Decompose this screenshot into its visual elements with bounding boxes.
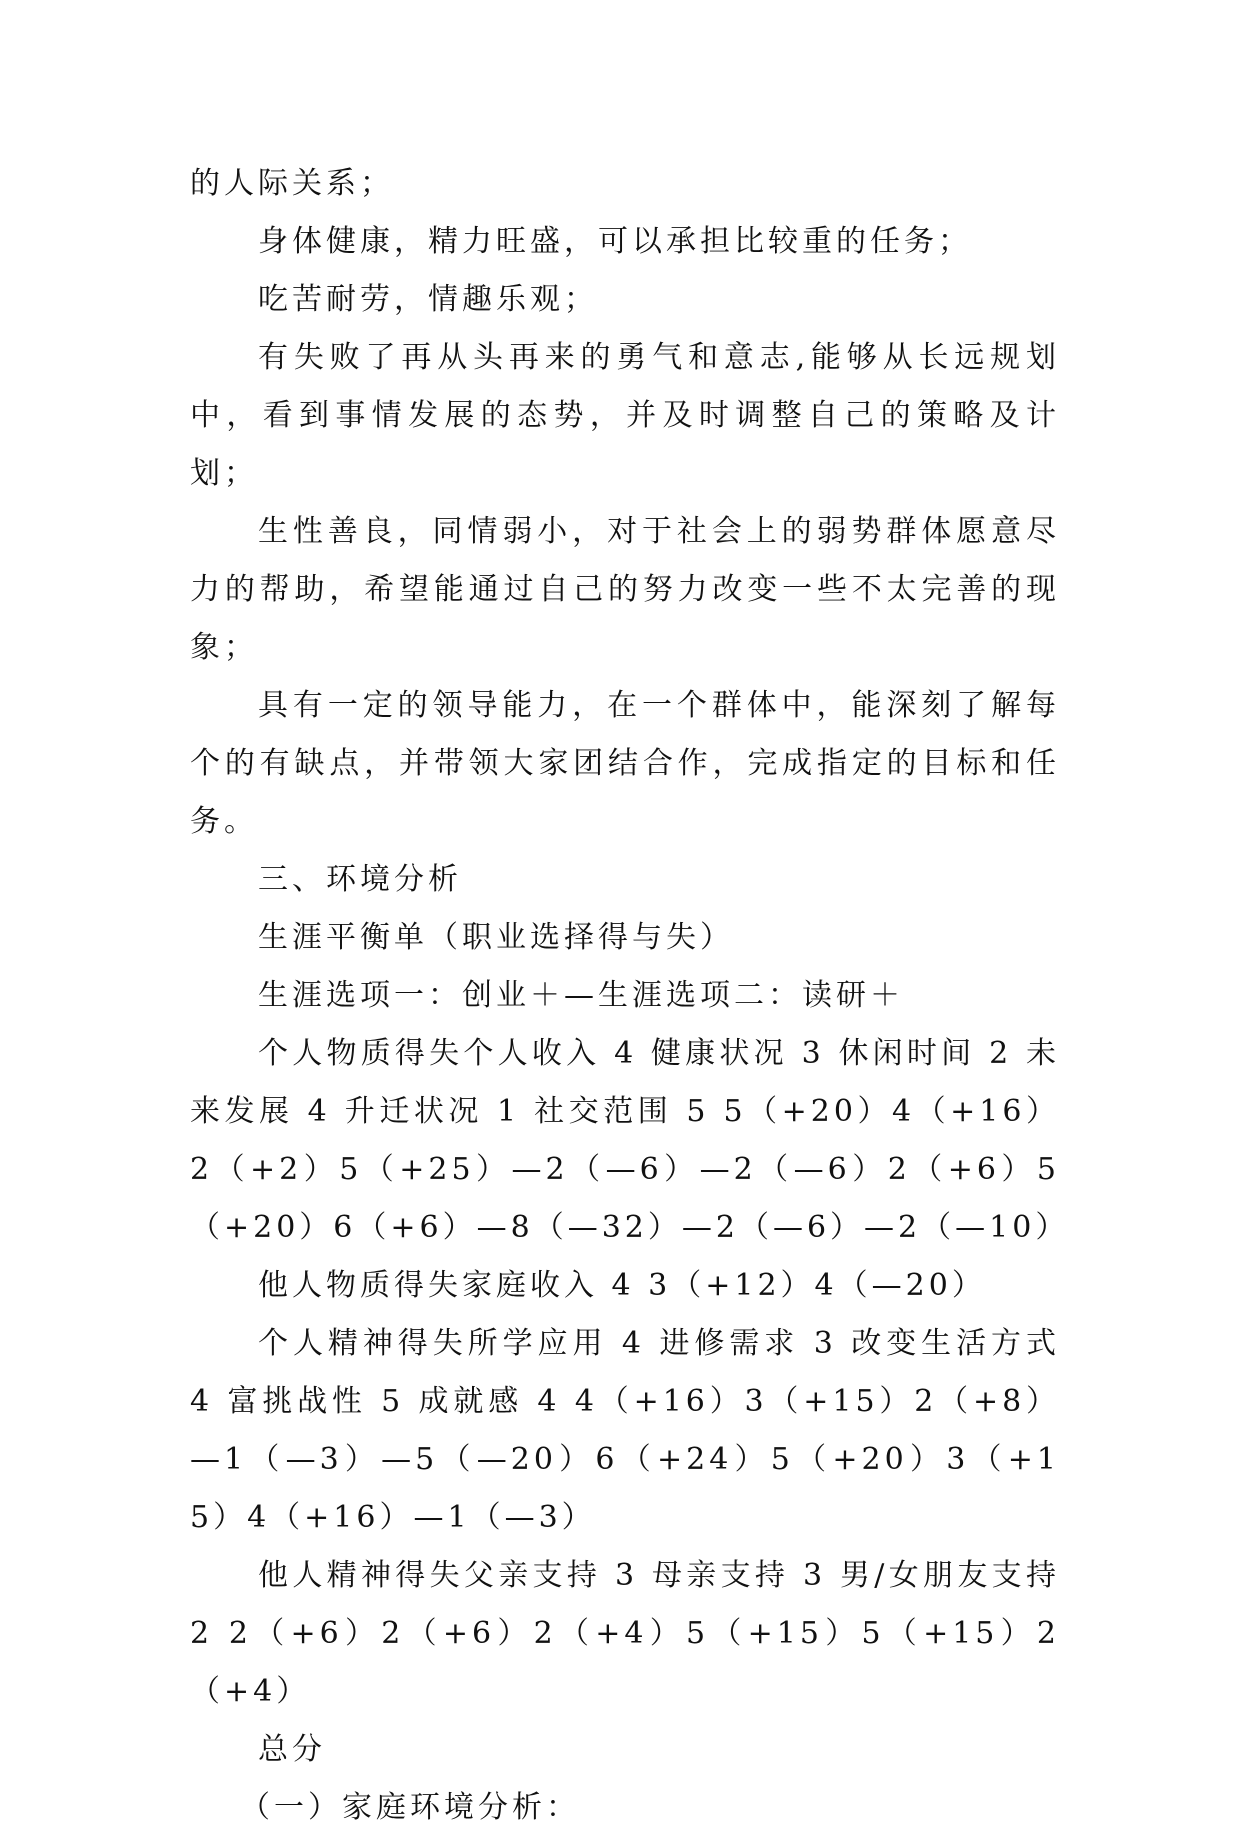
document-body xyxy=(190,155,1070,1837)
paragraph-others-material: 他人物质得失家庭收入 4 3（+12）4（—20） xyxy=(258,1268,986,1303)
paragraph-personal-spiritual: 个人精神得失所学应用 4 进修需求 3 改变生活方式 4 富挑战性 5 成就感 4 4（+16）3（+15）2（+8）—1（—3）—5（—20）6（+24）5（+20）3（+15）4（+16）—1（—3） xyxy=(190,1326,1060,1535)
paragraph-interpersonal-end: 的人际关系； xyxy=(190,166,394,201)
paragraph-courage: 有失败了再从头再来的勇气和意志,能够从长远规划中，看到事情发展的态势，并及时调整自己的策略及计划； xyxy=(190,340,1060,491)
paragraph-health: 身体健康，精力旺盛，可以承担比较重的任务； xyxy=(258,224,972,259)
paragraph-career-options: 生涯选项一：创业＋—生涯选项二：读研＋ xyxy=(258,978,904,1013)
paragraph-balance-sheet-title: 生涯平衡单（职业选择得与失） xyxy=(258,920,734,955)
paragraph-kindness: 生性善良，同情弱小，对于社会上的弱势群体愿意尽力的帮助，希望能通过自己的努力改变一些不太完善的现象； xyxy=(190,514,1060,665)
section-heading-environment: 三、环境分析 xyxy=(258,862,462,897)
paragraph-hardworking: 吃苦耐劳，情趣乐观； xyxy=(258,282,598,317)
paragraph-total-score: 总分 xyxy=(258,1732,326,1767)
paragraph-leadership: 具有一定的领导能力，在一个群体中，能深刻了解每个的有缺点，并带领大家团结合作，完成指定的目标和任务。 xyxy=(190,688,1060,839)
paragraph-personal-material: 个人物质得失个人收入 4 健康状况 3 休闲时间 2 未来发展 4 升迁状况 1 社交范围 5 5（+20）4（+16）2（+2）5（+25）—2（—6）—2（—6）2（+6）5（+20）6（+6）—8（—32）—2（—6）—2（—10） xyxy=(190,1036,1070,1245)
subheading-family-environment: （一）家庭环境分析： xyxy=(240,1790,580,1825)
paragraph-others-spiritual: 他人精神得失父亲支持 3 母亲支持 3 男/女朋友支持 2 2（+6）2（+6）2（+4）5（+15）5（+15）2（+4） xyxy=(190,1558,1060,1709)
